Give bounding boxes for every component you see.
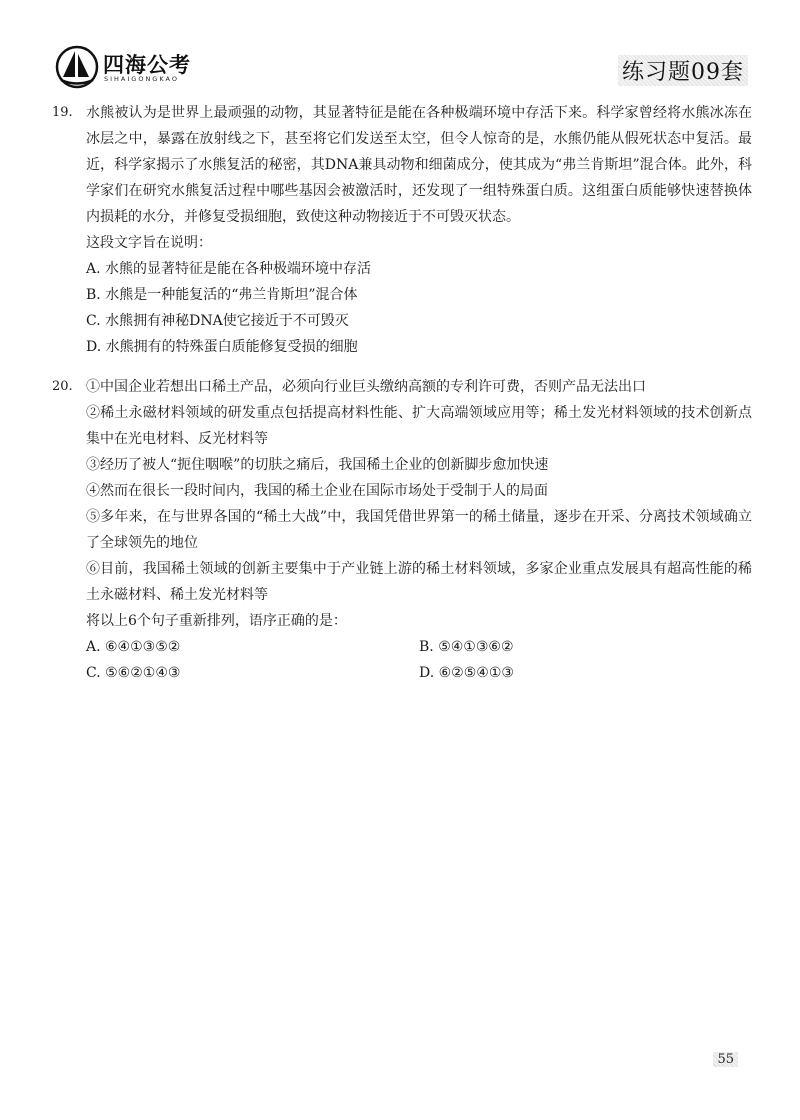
page-header <box>0 0 800 95</box>
question-20 <box>52 374 752 686</box>
question-stem: 水熊被认为是世界上最顽强的动物，其显著特征是能在各种极端环境中存活下来。科学家曾经将水熊冰冻在冰层之中，暴露在放射线之下，甚至将它们发送至太空，但令人惊奇的是，水熊仍能从假死状态中复活。最近，科学家揭示了水熊复活的秘密，其DNA兼具动物和细菌成分，使其成为“弗兰肯斯坦”混合体。此外，科学家们在研究水熊复活过程中哪些基因会被激活时，还发现了一组特殊蛋白质。这组蛋白质能够快速替换体内损耗的水分，并修复受损细胞，致使这种动物接近于不可毁灭状态。 <box>86 105 752 225</box>
page-content <box>52 100 752 686</box>
option-d: D. ⑥②⑤④①③ <box>419 665 514 681</box>
options-grid <box>52 634 752 686</box>
option-c: C. 水熊拥有神秘DNA使它接近于不可毁灭 <box>86 313 349 329</box>
question-19 <box>52 100 752 360</box>
logo <box>55 45 225 91</box>
question-prompt: 将以上6个句子重新排列，语序正确的是： <box>86 613 347 629</box>
sentence-6: ⑥目前，我国稀土领域的创新主要集中于产业链上游的稀土材料领域，多家企业重点发展具有超高性能的稀土永磁材料、稀土发光材料等 <box>86 561 752 603</box>
option-d: D. 水熊拥有的特殊蛋白质能修复受损的细胞 <box>86 339 358 355</box>
exercise-set-label: 练习题09套 <box>618 55 748 86</box>
logo-sail-icon <box>55 45 99 89</box>
sentence-3: ③经历了被人“扼住咽喉”的切肤之痛后，我国稀土企业的创新脚步愈加快速 <box>86 457 549 473</box>
option-a: A. 水熊的显著特征是能在各种极端环境中存活 <box>86 261 372 277</box>
page-number: 55 <box>713 1052 738 1067</box>
logo-text: 四海公考 <box>103 53 191 77</box>
sentence-4: ④然而在很长一段时间内，我国的稀土企业在国际市场处于受制于人的局面 <box>86 483 548 499</box>
question-number: 20. <box>52 379 73 394</box>
sentence-2: ②稀土永磁材料领域的研发重点包括提高材料性能、扩大高端领域应用等；稀土发光材料领域的技术创新点集中在光电材料、反光材料等 <box>86 405 752 447</box>
question-number: 19. <box>52 105 73 120</box>
option-b: B. 水熊是一种能复活的“弗兰肯斯坦”混合体 <box>86 287 358 303</box>
question-prompt: 这段文字旨在说明： <box>86 235 212 251</box>
sentence-1: ①中国企业若想出口稀土产品，必须向行业巨头缴纳高额的专利许可费，否则产品无法出口 <box>86 379 646 395</box>
option-b: B. ⑤④①③⑥② <box>419 639 514 655</box>
sentence-5: ⑤多年来，在与世界各国的“稀土大战”中，我国凭借世界第一的稀土储量，逐步在开采、分离技术领域确立了全球领先的地位 <box>86 509 752 551</box>
option-a: A. ⑥④①③⑤② <box>86 639 181 655</box>
logo-subtext: SIHAIGONGKAO <box>104 75 179 83</box>
option-c: C. ⑤⑥②①④③ <box>86 665 181 681</box>
